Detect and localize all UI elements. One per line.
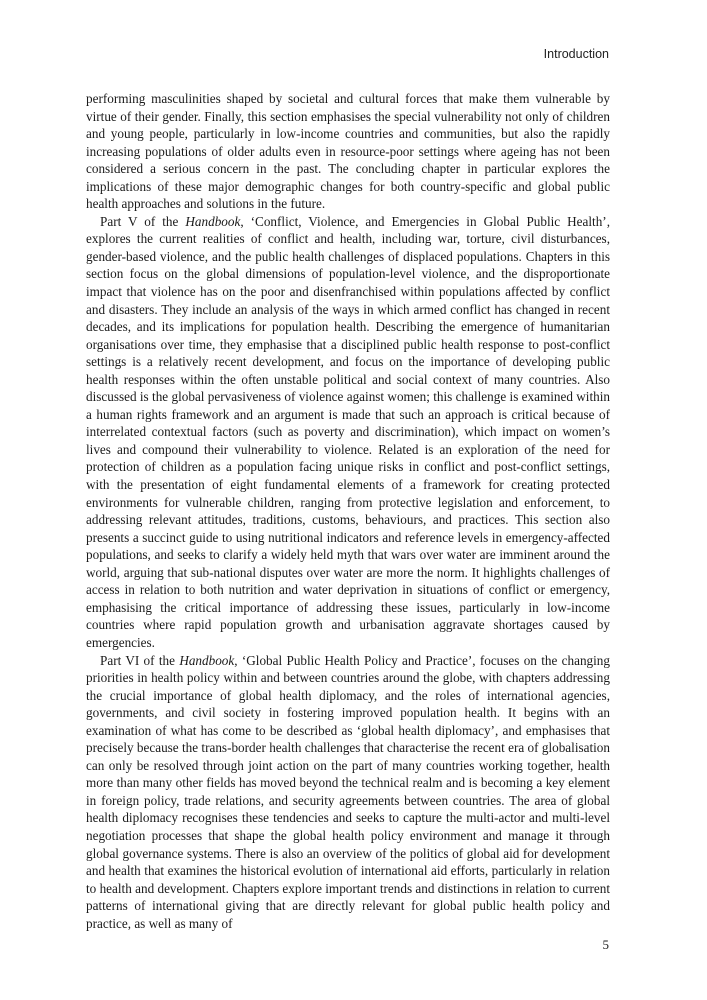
paragraph-3-text: , ‘Global Public Health Policy and Practice’, focuses on the changing priorities in health policy within and between countries around the globe, with chapters addressing the crucial importance of global health diplomacy, and the roles of international agencies, governments, and civil society in fostering improved population health. It begins with an examination of what has come to be described as ‘global health diplomacy’, and emphasises that precisely because the trans-border health challenges that characterise the recent era of globalisation can only be resolved through joint action on the part of many countries working together, health more than many other fields has moved beyond the technical realm and is becoming a key element in foreign policy, trade relations, and security agreements between countries. The area of global health diplomacy recognises these tendencies and seeks to capture the multi-actor and multi-level negotiation processes that shape the global health policy environment and manage it through global governance systems. There is also an overview of the politics of global aid for development and health that examines the historical evolution of international aid efforts, particularly in relation to health and development. Chapters explore important trends and distinctions in relation to current patterns of international giving that are directly relevant for global public health policy and practice, as well as many of bbox=[86, 652, 610, 931]
paragraph-3-lead: Part VI of the bbox=[100, 652, 180, 668]
running-head: Introduction bbox=[543, 47, 609, 61]
handbook-title-italic: Handbook bbox=[185, 213, 241, 229]
handbook-title-italic: Handbook bbox=[179, 652, 235, 668]
paragraph-2-text: , ‘Conflict, Violence, and Emergencies in Global Public Health’, explores the current realities of conflict and health, including war, torture, civil disturbances, gender-based violence, and the public health challenges of displaced populations. Chapters in this section focus on the global dimensions of population-level violence, and the disproportionate impact that violence has on the poor and disenfranchised within populations affected by conflict and disasters. They include an analysis of the ways in which armed conflict has changed in recent decades, and its implications for population health. Describing the emergence of humanitarian organisations over time, they emphasise that a disciplined public health response to post-conflict settings is a relatively recent development, and focus on the importance of developing public health responses within the often unstable political and social context of many countries. Also discussed is the global pervasiveness of violence against women; this challenge is examined within a human rights framework and an argument is made that such an approach is critical because of interrelated contextual factors (such as poverty and discrimination), which impact on women’s lives and compound their vulnerability to violence. Related is an exploration of the need for protection of children as a population facing unique risks in conflict and post-conflict settings, with the presentation of eight fundamental elements of a framework for creating protected environments for vulnerable children, ranging from protective legislation and enforcement, to addressing relevant attitudes, traditions, customs, behaviours, and practices. This section also presents a succinct guide to using nutritional indicators and reference levels in emergency-affected populations, and seeks to clarify a widely held myth that wars over water are imminent around the world, arguing that sub-national disputes over water are more the norm. It highlights challenges of access in relation to both nutrition and water deprivation in situations of conflict or emergency, emphasising the critical importance of addressing these issues, particularly in low-income countries where rapid population growth and urbanisation aggravate shortages caused by emergencies. bbox=[86, 213, 610, 650]
paragraph-1-text: performing masculinities shaped by societal and cultural forces that make them vulnerable by virtue of their gender. Finally, this section emphasises the special vulnerability not only of children and young people, particularly in low-income countries and communities, but also the rapidly increasing populations of older adults even in resource-poor settings where ageing has not been considered a serious concern in the past. The concluding chapter in particular explores the implications of these major demographic changes for both country-specific and global public health approaches and solutions in the future. bbox=[86, 91, 610, 212]
paragraph-2-lead: Part V of the bbox=[100, 213, 186, 229]
paragraph-1 bbox=[86, 90, 610, 213]
page-number: 5 bbox=[602, 937, 609, 952]
paragraph-2-part-v bbox=[86, 213, 610, 652]
body-text bbox=[86, 90, 610, 932]
paragraph-3-part-vi bbox=[86, 652, 610, 933]
